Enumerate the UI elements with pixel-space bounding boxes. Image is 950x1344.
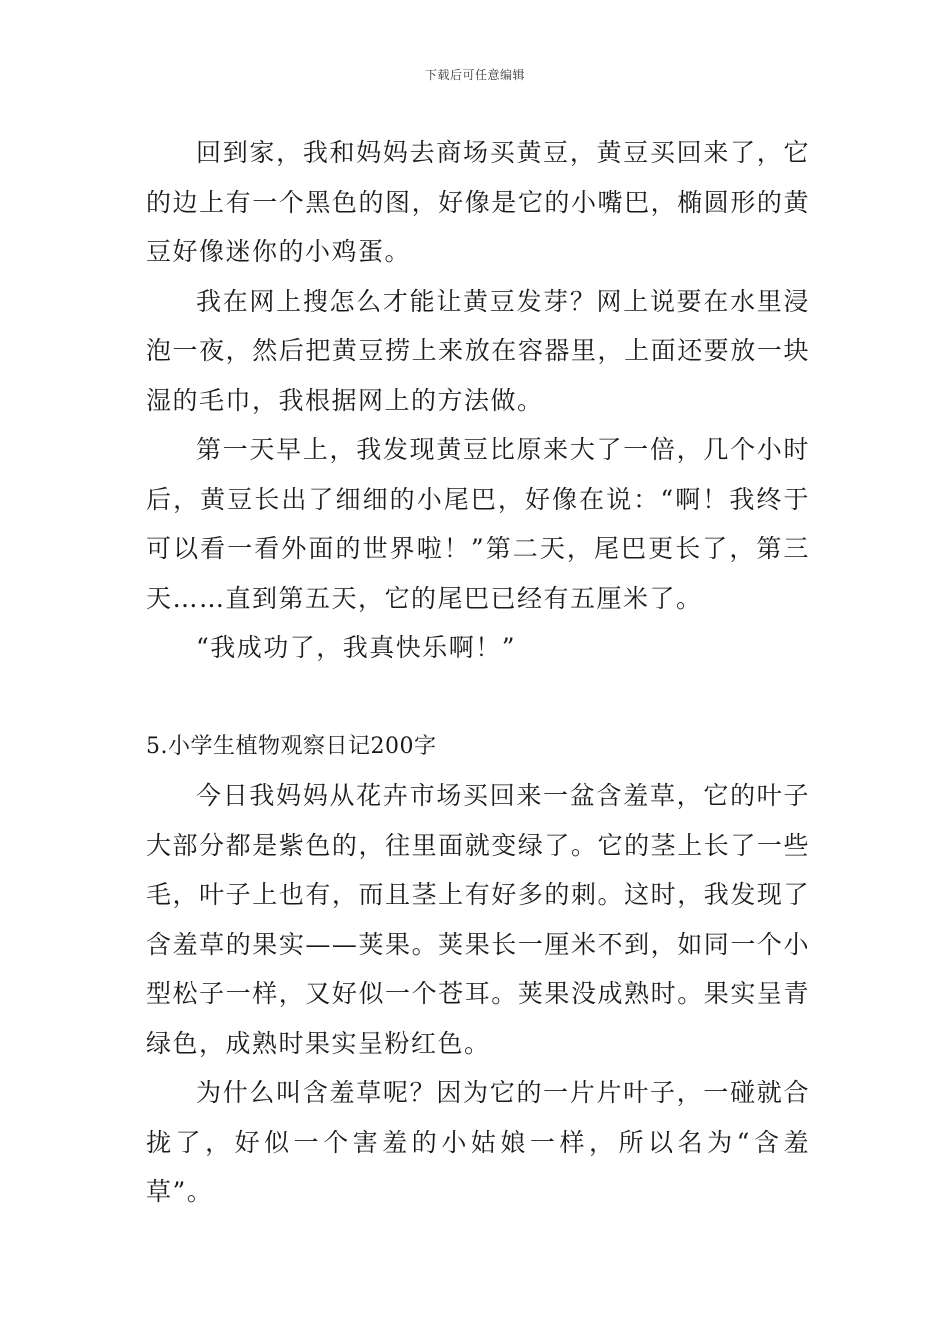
section-title: 5.小学生植物观察日记200字 — [146, 733, 437, 759]
paragraph-mimosa-name: 为什么叫含羞草呢？因为它的一片片叶子，一碰就合拢了，好似一个害羞的小姑娘一样，所以名为“含羞草”。 — [146, 1078, 810, 1206]
paragraph-sprouting-method: 我在网上搜怎么才能让黄豆发芽？网上说要在水里浸泡一夜，然后把黄豆捞上来放在容器里，上面还要放一块湿的毛巾，我根据网上的方法做。 — [146, 286, 810, 415]
paragraph-mimosa-description: 今日我妈妈从花卉市场买回来一盆含羞草，它的叶子大部分都是紫色的，往里面就变绿了。它的茎上长了一些毛，叶子上也有，而且茎上有好多的刺。这时，我发现了含羞草的果实——荚果。荚果长一厘米不到，如同一个小型松子一样，又好似一个苍耳。荚果没成熟时。果实呈青绿色，成熟时果实呈粉红色。 — [146, 781, 810, 1058]
page-header-note: 下载后可任意编辑 — [424, 68, 525, 82]
paragraph-growth-days: 第一天早上，我发现黄豆比原来大了一倍，几个小时后，黄豆长出了细细的小尾巴，好像在说：“啊！我终于可以看一看外面的世界啦！”第二天，尾巴更长了，第三天……直到第五天，它的尾巴已经有五厘米了。 — [146, 435, 810, 613]
document-body — [146, 128, 810, 1217]
paragraph-success-quote: “我成功了，我真快乐啊！” — [196, 633, 517, 662]
paragraph-buying-soybeans: 回到家，我和妈妈去商场买黄豆，黄豆买回来了，它的边上有一个黑色的图，好像是它的小嘴巴，椭圆形的黄豆好像迷你的小鸡蛋。 — [146, 138, 810, 266]
